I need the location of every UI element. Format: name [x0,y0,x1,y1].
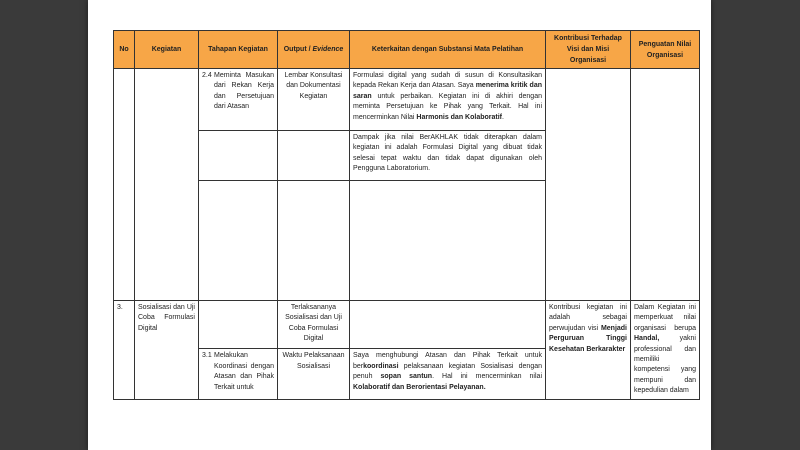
cell-stage-empty [199,131,278,181]
cell-stage-2-4 [199,69,278,131]
cell-output-empty [278,181,350,301]
cell-kegiatan-empty [135,69,199,301]
text-bold: menerima kritik dan saran [353,82,543,100]
text-segment: untuk perbaikan. Kegiatan ini di akhiri dengan meminta Persetujuan ke Pihak yang Terkait. Hal ini mencerminkan Nilai [353,92,542,121]
cell-stage-3-1 [199,349,278,399]
text-segment: . Hal ini mencerminkan nilai [432,373,542,381]
cell-output-empty [278,131,350,181]
cell-kontribusi-3 [546,301,631,400]
table-header-row [114,31,700,69]
text-bold: Menjadi Perguruan Tinggi Kesehatan Berkarakter [549,324,627,353]
stage-number: 3.1 [202,352,212,360]
stage-number: 2.4 [202,72,212,79]
text-segment: Dalam Kegiatan ini memperkuat nilai organisasi berupa [634,304,696,332]
cell-keterkaitan-empty [350,181,546,301]
cell-stage-empty [199,301,278,349]
cell-keterkaitan-empty [350,301,546,349]
cell-penguatan-3 [631,301,700,400]
cell-keterkaitan-3-1 [350,349,546,399]
cell-no-empty [114,69,135,301]
cell-keterkaitan-2-4b: Dampak jika nilai BerAKHLAK tidak diterapkan dalam kegiatan ini adalah Formulasi Digital yang dibuat tidak selesai tepat waktu dan tidak dapat digunakan oleh Pengguna Laboratorium. [350,131,546,181]
header-no: No [114,31,135,69]
text-bold: koordinasi [363,362,399,370]
cell-kontribusi-empty [546,69,631,301]
text-segment: yakni professional dan memiliki kompetensi yang mempuni dan kepedulian dalam [634,335,696,395]
header-output [278,31,350,69]
table-row [114,69,700,131]
header-output-label: Output / [283,46,313,53]
text-segment: Saya menghubungi Atasan dan Pihak Terkait untuk ber [353,352,542,370]
cell-no-3: 3. [114,301,135,400]
cell-kegiatan-3: Sosialisasi dan Uji Coba Formulasi Digital [135,301,199,400]
text-bold: sopan santun [380,373,433,381]
header-kegiatan: Kegiatan [135,31,199,69]
activity-table [113,30,700,400]
stage-text: Meminta Masukan dari Rekan Kerja dan Persetujuan dari Atasan [214,72,274,111]
cell-output-2-4: Lembar Konsultasi dan Dokumentasi Kegiatan [278,69,350,131]
text-segment: Formulasi digital yang sudah di susun di Konsultasikan kepada Rekan Kerja dan Atasan. Saya [353,72,542,90]
cell-keterkaitan-2-4a [350,69,546,131]
cell-stage-empty [199,181,278,301]
header-kontribusi: Kontribusi Terhadap Visi dan Misi Organisasi [546,31,631,69]
cell-output-3: Terlaksananya Sosialisasi dan Uji Coba Formulasi Digital [278,301,350,349]
document-page [88,0,711,450]
text-segment: Kontribusi kegiatan ini adalah sebagai perwujudan visi [549,304,627,332]
header-output-evidence: Evidence [312,46,344,53]
text-segment: pelaksanaan kegiatan Sosialisasi dengan penuh [353,362,542,381]
header-penguatan: Penguatan Nilai Organisasi [631,31,700,69]
table-row [114,301,700,349]
cell-output-3-1: Waktu Pelaksanaan Sosialisasi [278,349,350,399]
cell-penguatan-empty [631,69,700,301]
header-keterkaitan: Keterkaitan dengan Substansi Mata Pelatihan [350,31,546,69]
stage-text: Melakukan Koordinasi dengan Atasan dan Pihak Terkait untuk [214,352,274,391]
text-bold: Harmonis dan Kolaboratif [416,113,502,121]
text-segment: . [502,113,504,121]
text-bold: Handal, [634,335,660,343]
header-tahapan: Tahapan Kegiatan [199,31,278,69]
text-bold: Kolaboratif dan Berorientasi Pelayanan. [353,383,486,391]
